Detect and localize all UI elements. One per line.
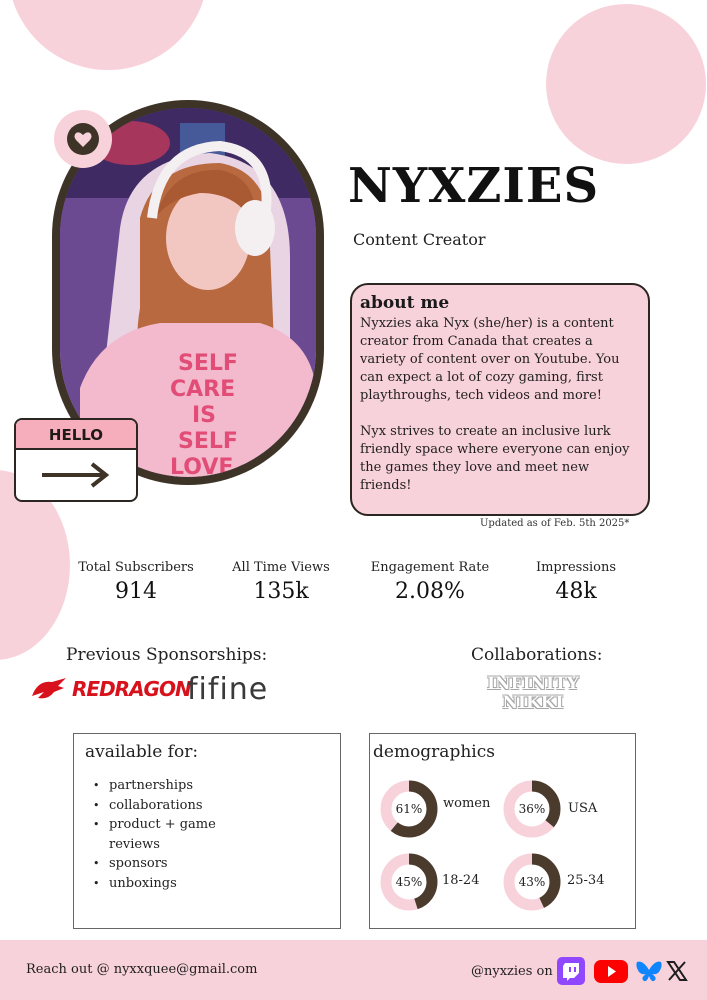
stat-label: Impressions: [535, 560, 617, 575]
stat-impressions: [511, 543, 641, 604]
svg-text:SELF: SELF: [178, 429, 238, 454]
donut-percent: 61%: [395, 802, 423, 816]
updated-note: Updated as of Feb. 5th 2025*: [480, 518, 630, 529]
demographic-category: 25-34: [567, 873, 605, 888]
x-icon[interactable]: [666, 957, 688, 985]
about-paragraph-1: Nyxzies aka Nyx (she/her) is a content creator from Canada that creates a variety of content over on Youtube. You can expect a lot of cozy gaming, first playthroughs, tech videos and more!: [360, 316, 620, 403]
infinity-nikki-line1: INFINITY: [487, 674, 579, 694]
stat-engagement-rate: [365, 543, 495, 604]
available-for-box: [73, 733, 341, 929]
infinity-nikki-line2: NIKKI: [502, 693, 564, 713]
list-item: • partnerships: [89, 776, 329, 796]
stat-value: 48k: [555, 579, 597, 604]
about-me-box: [350, 283, 650, 516]
svg-text:CARE: CARE: [170, 377, 236, 402]
youtube-icon[interactable]: [594, 957, 628, 985]
donut-percent: 36%: [518, 802, 546, 816]
stat-label: Engagement Rate: [370, 560, 490, 575]
hello-label: HELLO: [16, 420, 136, 450]
stat-label: Total Subscribers: [78, 560, 194, 575]
donut-usa: [503, 780, 561, 838]
redragon-wordmark: REDRAGON: [72, 677, 191, 701]
donut-percent: 45%: [395, 875, 423, 889]
stat-label: All Time Views: [232, 560, 330, 575]
list-item: • sponsors: [89, 854, 329, 874]
redragon-logo: [30, 676, 191, 702]
demographic-category: USA: [568, 801, 598, 816]
donut-women: [380, 780, 438, 838]
svg-text:IS: IS: [192, 403, 217, 428]
donut-18-24: [380, 853, 438, 911]
dragon-icon: [30, 676, 68, 702]
heart-badge: [54, 110, 112, 168]
demographic-category: women: [443, 796, 491, 811]
svg-text:SELF: SELF: [178, 351, 238, 376]
available-for-title: available for:: [85, 742, 199, 762]
collaborations-heading: Collaborations:: [471, 645, 603, 665]
decorative-circle-top-right: [546, 4, 706, 164]
list-item: • product + game reviews: [89, 815, 229, 854]
list-item: • collaborations: [89, 796, 329, 816]
footer: [0, 940, 707, 1000]
page-title: NYXZIES: [348, 158, 600, 214]
about-paragraph-2: Nyx strives to create an inclusive lurk friendly space where everyone can enjoy the games they love and meet new friends!: [360, 424, 630, 493]
stat-value: 914: [115, 579, 157, 604]
arrow-right-icon: [40, 460, 112, 490]
donut-percent: 43%: [518, 875, 546, 889]
stat-value: 135k: [253, 579, 309, 604]
stat-all-time-views: [216, 543, 346, 604]
list-item: • unboxings: [89, 874, 329, 894]
bluesky-icon[interactable]: [635, 957, 663, 985]
hello-card: [14, 418, 138, 502]
stat-total-subscribers: [71, 543, 201, 604]
demographic-category: 18-24: [442, 873, 480, 888]
twitch-icon[interactable]: [557, 957, 585, 985]
infinity-nikki-logo: [483, 675, 583, 713]
social-handle: @nyxzies on: [471, 964, 553, 979]
donut-25-34: [503, 853, 561, 911]
fifine-logo: fifine: [187, 672, 269, 707]
sponsorships-heading: Previous Sponsorships:: [66, 645, 268, 665]
creator-role: Content Creator: [353, 230, 486, 249]
decorative-circle-top-left: [8, 0, 208, 70]
stat-value: 2.08%: [395, 579, 465, 604]
about-title: about me: [360, 293, 450, 313]
heart-icon: [66, 122, 100, 156]
demographics-title: demographics: [373, 742, 495, 762]
contact-email[interactable]: Reach out @ nyxxquee@gmail.com: [26, 962, 258, 977]
svg-text:LOVE: LOVE: [170, 455, 234, 477]
available-for-list: [89, 776, 329, 893]
demographics-box: [369, 733, 636, 929]
